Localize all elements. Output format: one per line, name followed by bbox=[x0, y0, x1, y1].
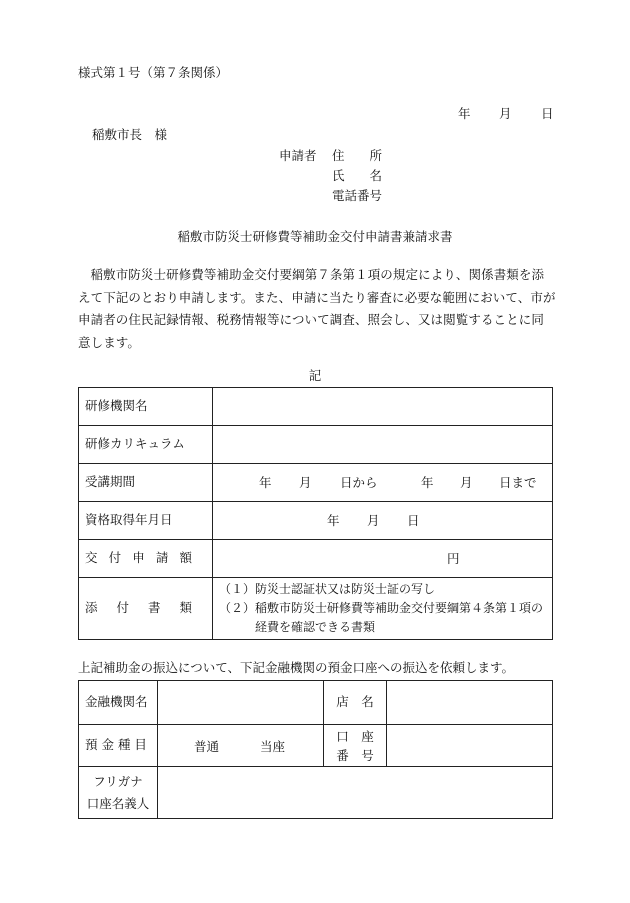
amount-unit: 円 bbox=[447, 551, 460, 566]
deposit-type-label: 預 金 種 目 bbox=[79, 725, 158, 767]
bank-name-input[interactable] bbox=[158, 681, 324, 725]
deposit-type-ordinary[interactable]: 普通 bbox=[194, 739, 220, 754]
curriculum-label: 研修カリキュラム bbox=[79, 426, 213, 464]
period-input[interactable] bbox=[213, 464, 553, 502]
bank-table bbox=[78, 680, 553, 819]
branch-input[interactable] bbox=[387, 681, 553, 725]
qualification-day: 日 bbox=[407, 513, 420, 528]
branch-label: 店 名 bbox=[324, 681, 387, 725]
applicant-name-label: 氏 名 bbox=[332, 168, 383, 183]
amount-label: 交 付 申 請 額 bbox=[79, 540, 213, 578]
account-holder-name-label: 口座名義人 bbox=[86, 795, 150, 811]
curriculum-input[interactable] bbox=[213, 426, 553, 464]
application-table bbox=[78, 387, 553, 640]
deposit-type-current[interactable]: 当座 bbox=[260, 739, 286, 754]
account-number-input[interactable] bbox=[387, 725, 553, 767]
attachments-list bbox=[213, 578, 553, 640]
institution-input[interactable] bbox=[213, 388, 553, 426]
bank-request-text: 上記補助金の振込について、下記金融機関の預金口座への振込を依頼します。 bbox=[78, 660, 515, 675]
document-title: 稲敷市防災士研修費等補助金交付申請書兼請求書 bbox=[177, 229, 453, 244]
account-holder-input[interactable] bbox=[158, 767, 553, 819]
attachments-label: 添 付 書 類 bbox=[79, 578, 213, 640]
account-holder-label bbox=[79, 767, 158, 819]
attachment-item-1: （１）防災士認証状又は防災士証の写し bbox=[219, 582, 436, 596]
qualification-month: 月 bbox=[367, 513, 380, 528]
applicant-phone-label: 電話番号 bbox=[332, 188, 383, 203]
applicant-heading: 申請者 bbox=[279, 148, 317, 163]
form-number: 様式第１号（第７条関係） bbox=[78, 65, 229, 80]
qualification-label: 資格取得年月日 bbox=[79, 502, 213, 540]
period-end-day: 日まで bbox=[499, 475, 537, 490]
furigana-label: フリガナ bbox=[93, 773, 143, 789]
applicant-address-label: 住 所 bbox=[332, 148, 383, 163]
deposit-type-options[interactable] bbox=[158, 725, 324, 767]
qualification-year: 年 bbox=[327, 513, 340, 528]
period-label: 受講期間 bbox=[79, 464, 213, 502]
body-paragraph: 稲敷市防災士研修費等補助金交付要綱第７条第１項の規定により、関係書類を添えて下記のとおり申請します。また、申請に当たり審査に必要な範囲において、市が申請者の住民記録情報、税務情報等について調査、照会し、又は閲覧することに同意します。 bbox=[78, 267, 556, 350]
bank-name-label: 金融機関名 bbox=[79, 681, 158, 725]
date-year-label: 年 bbox=[458, 106, 471, 121]
attachment-item-2: （２）稲敷市防災士研修費等補助金交付要綱第４条第１項の bbox=[219, 601, 544, 615]
account-number-label: 口 座 番 号 bbox=[324, 725, 387, 767]
ki-label: 記 bbox=[308, 368, 322, 383]
period-start-month: 月 bbox=[299, 475, 312, 490]
period-start-year: 年 bbox=[259, 475, 272, 490]
date-day-label: 日 bbox=[541, 106, 554, 121]
date-month-label: 月 bbox=[499, 106, 512, 121]
addressee: 稲敷市長 様 bbox=[92, 127, 168, 142]
institution-label: 研修機関名 bbox=[79, 388, 213, 426]
amount-input[interactable] bbox=[213, 540, 553, 578]
period-end-month: 月 bbox=[460, 475, 473, 490]
period-end-year: 年 bbox=[421, 475, 434, 490]
qualification-input[interactable] bbox=[213, 502, 553, 540]
period-start-day: 日から bbox=[340, 475, 378, 490]
attachment-item-2-cont: 経費を確認できる書類 bbox=[255, 620, 376, 634]
